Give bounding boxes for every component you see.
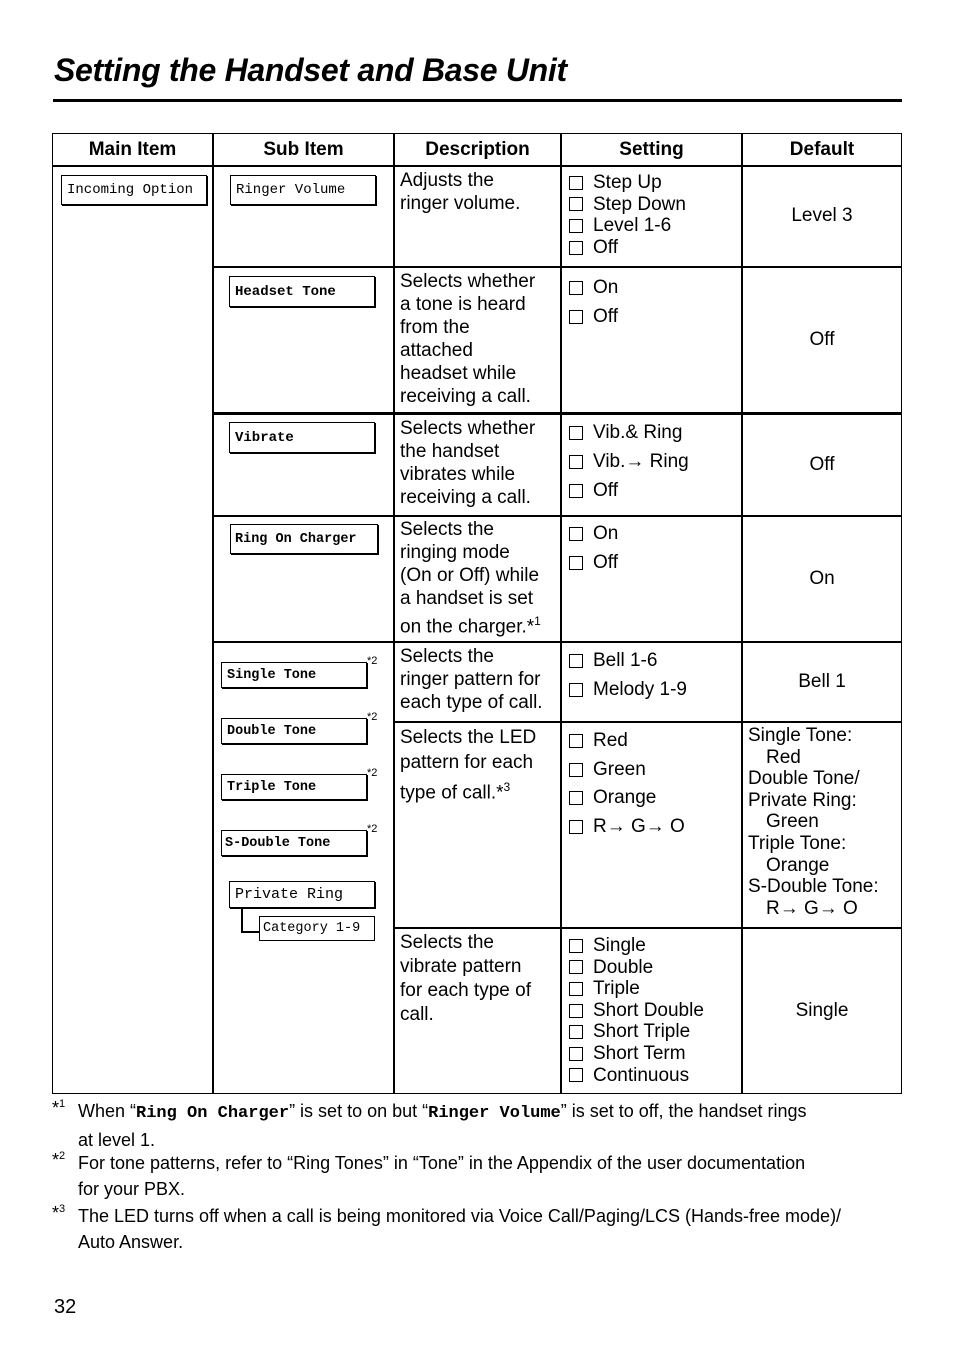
- page-title: Setting the Handset and Base Unit: [54, 52, 567, 88]
- setting-ringer-pattern: [569, 646, 687, 704]
- option: Short Triple: [569, 1021, 704, 1043]
- footnote-mark: *2: [367, 823, 378, 835]
- sub-item-s-double-tone: S-Double Tone: [221, 830, 367, 856]
- sub-item-ring-on-charger: Ring On Charger: [230, 524, 378, 554]
- footnote-1: When “Ring On Charger” is set to on but “Ringer Volume” is set to off, the handset rings at level 1.: [78, 1101, 807, 1150]
- checkbox-icon: [569, 820, 583, 834]
- checkbox-icon: [569, 281, 583, 295]
- option: Single: [569, 935, 704, 957]
- description-headset-tone: Selects whether a tone is heard from the attached headset while receiving a call.: [400, 271, 536, 407]
- settings-table: [52, 133, 902, 1094]
- setting-vibrate-pattern: [569, 935, 704, 1086]
- header-main-item: Main Item: [88, 139, 177, 160]
- option: On: [569, 273, 618, 302]
- option: Double: [569, 957, 704, 979]
- option: Off: [569, 548, 618, 577]
- setting-vibrate: [569, 418, 689, 505]
- option: On: [569, 519, 618, 548]
- sub-item-triple-tone: Triple Tone: [221, 774, 367, 800]
- footnote-3: The LED turns off when a call is being monitored via Voice Call/Paging/LCS (Hands-free mode)/ Auto Answer.: [78, 1206, 842, 1252]
- option: Short Term: [569, 1043, 704, 1065]
- default-ringer-volume: Level 3: [791, 205, 853, 226]
- description-led-pattern: Selects the LED pattern for each type of call.*$^3$: [400, 727, 537, 804]
- option: Short Double: [569, 1000, 704, 1022]
- sub-item-headset-tone: Headset Tone: [229, 276, 375, 307]
- option: Continuous: [569, 1065, 704, 1087]
- checkbox-icon: [569, 1047, 583, 1061]
- checkbox-icon: [569, 426, 583, 440]
- setting-headset-tone: [569, 273, 618, 331]
- description-vibrate: Selects whether the handset vibrates while receiving a call.: [400, 418, 536, 508]
- sub-item-double-tone: Double Tone: [221, 718, 367, 744]
- option: Step Up: [569, 172, 686, 194]
- option: Green: [569, 756, 685, 785]
- setting-led-pattern: [569, 727, 685, 841]
- checkbox-icon: [569, 484, 583, 498]
- page-number: 32: [54, 1296, 77, 1318]
- checkbox-icon: [569, 960, 583, 974]
- option: Vib.& Ring: [569, 418, 689, 447]
- checkbox-icon: [569, 1025, 583, 1039]
- option: Bell 1-6: [569, 646, 687, 675]
- description-ring-on-charger: Selects the ringing mode (On or Off) while a handset is set on the charger.*$^1$: [400, 519, 541, 638]
- checkbox-icon: [569, 197, 583, 211]
- col-divider: [393, 134, 395, 1093]
- option: Orange: [569, 784, 685, 813]
- checkbox-icon: [569, 241, 583, 255]
- option: Melody 1-9: [569, 675, 687, 704]
- header-sub-item: Sub Item: [263, 139, 344, 160]
- checkbox-icon: [569, 683, 583, 697]
- checkbox-icon: [569, 455, 583, 469]
- footnote-2: For tone patterns, refer to “Ring Tones” in “Tone” in the Appendix of the user documentation for your PBX.: [78, 1153, 806, 1199]
- checkbox-icon: [569, 219, 583, 233]
- option: Level 1-6: [569, 215, 686, 237]
- default-headset-tone: Off: [809, 328, 835, 350]
- checkbox-icon: [569, 763, 583, 777]
- sub-item-vibrate: Vibrate: [229, 422, 375, 453]
- description-ringer-pattern: Selects the ringer pattern for each type of call.: [400, 646, 543, 713]
- sub-item-category: Category 1-9: [259, 916, 375, 941]
- checkbox-icon: [569, 982, 583, 996]
- footnote-marker-2: *$^2$: [52, 1150, 66, 1170]
- footnote-marker-1: *$^1$: [52, 1098, 66, 1118]
- option: Triple: [569, 978, 704, 1000]
- checkbox-icon: [569, 556, 583, 570]
- default-ringer-pattern: Bell 1: [798, 670, 846, 692]
- option: R→ G→ O: [569, 813, 685, 842]
- header-description: Description: [425, 139, 530, 160]
- checkbox-icon: [569, 654, 583, 668]
- option: Off: [569, 476, 689, 505]
- checkbox-icon: [569, 527, 583, 541]
- row-divider: [393, 721, 901, 723]
- sub-item-single-tone: Single Tone: [221, 662, 367, 688]
- option: Red: [569, 727, 685, 756]
- default-ring-on-charger: On: [809, 567, 835, 589]
- checkbox-icon: [569, 939, 583, 953]
- col-divider: [560, 134, 562, 1093]
- checkbox-icon: [569, 1068, 583, 1082]
- tree-connector: [241, 931, 259, 933]
- footnote-mark: *2: [367, 655, 378, 667]
- col-divider: [212, 134, 214, 1093]
- header-setting: Setting: [619, 139, 684, 160]
- checkbox-icon: [569, 176, 583, 190]
- checkbox-icon: [569, 310, 583, 324]
- title-rule: [53, 99, 902, 102]
- checkbox-icon: [569, 1004, 583, 1018]
- footnote-marker-3: *$^3$: [52, 1203, 66, 1223]
- sub-item-private-ring: Private Ring: [229, 881, 375, 908]
- checkbox-icon: [569, 734, 583, 748]
- default-vibrate: Off: [809, 453, 835, 475]
- option: Off: [569, 302, 618, 331]
- header-default: Default: [789, 139, 855, 160]
- setting-ringer-volume: [569, 172, 686, 258]
- default-vibrate-pattern: Single: [795, 1000, 849, 1021]
- footnote-mark: *2: [367, 711, 378, 723]
- default-led-pattern: Single Tone: Red Double Tone/ Private Ring: Green Triple Tone: Orange S-Double Tone: R→ G→ O: [748, 725, 879, 919]
- option: Vib.→ Ring: [569, 447, 689, 476]
- option: Step Down: [569, 194, 686, 216]
- tree-connector: [241, 908, 243, 932]
- sub-item-ringer-volume: Ringer Volume: [230, 175, 376, 205]
- footnote-mark: *2: [367, 767, 378, 779]
- description-vibrate-pattern: Selects the vibrate pattern for each type of call.: [400, 932, 531, 1025]
- main-item-incoming-option: Incoming Option: [61, 175, 207, 205]
- checkbox-icon: [569, 791, 583, 805]
- option: Off: [569, 237, 686, 259]
- description-ringer-volume: Adjusts the ringer volume.: [400, 170, 521, 214]
- setting-ring-on-charger: [569, 519, 618, 577]
